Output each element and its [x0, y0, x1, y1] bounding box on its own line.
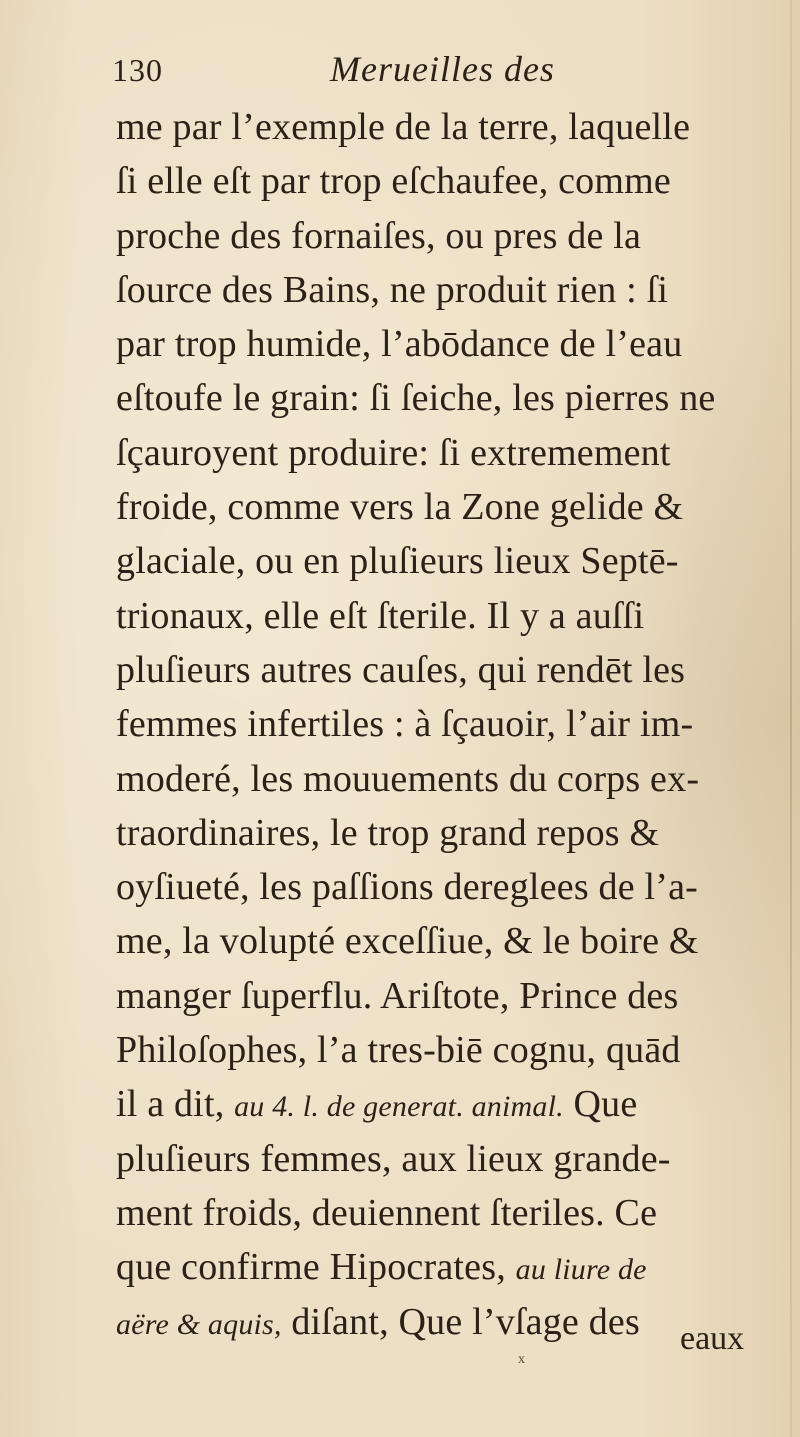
page-header: [112, 48, 762, 96]
text-line: me par l’exemple de la terre, laquelle: [116, 106, 691, 148]
text-line: proche des fornaiſes, ou pres de la: [116, 214, 642, 257]
text-line: ſource des Bains, ne produit rien : ſi: [116, 268, 669, 311]
citation: aëre & aquis,: [116, 1307, 282, 1341]
text-line: femmes infertiles : à ſçauoir, l’air im-: [116, 703, 694, 746]
text-line: pluſieurs femmes, aux lieux grande-: [116, 1137, 671, 1180]
text-line: oyſiueté, les paſſions dereglees de l’a-: [116, 866, 699, 909]
text-line: eſtoufe le grain: ſi ſeiche, les pierres ne: [116, 377, 716, 420]
text-line: il a dit, au 4. l. de generat. animal. Que: [116, 1083, 638, 1126]
text-line: que confirme Hipocrates, au liure de: [116, 1246, 647, 1289]
running-head: Merueilles des: [330, 49, 555, 89]
citation: au liure de: [515, 1253, 647, 1287]
text-line: pluſieurs autres cauſes, qui rendēt les: [116, 648, 686, 691]
catchword: eaux: [680, 1320, 745, 1357]
text-line: Philoſophes, l’a tres-biē cognu, quād: [116, 1029, 681, 1072]
text-line: par trop humide, l’abōdance de l’eau: [116, 323, 683, 366]
text-line: glaciale, ou en pluſieurs lieux Septē-: [116, 540, 679, 583]
text-line: froide, comme vers la Zone gelide &: [116, 486, 684, 529]
text-line: aëre & aquis, diſant, Que l’vſage des: [116, 1300, 640, 1343]
text-line: ment froids, deuiennent ſteriles. Ce: [116, 1191, 658, 1234]
page-number: 130: [112, 52, 163, 88]
text-line: manger ſuperflu. Ariſtote, Prince des: [116, 974, 679, 1017]
citation: au 4. l. de generat. animal.: [234, 1090, 564, 1124]
text-line: ſi elle eſt par trop eſchaufee, comme: [116, 160, 671, 203]
text-line: me, la volupté exceſſiue, & le boire &: [116, 920, 699, 963]
text-line: ſçauroyent produire: ſi extremement: [116, 431, 671, 474]
text-line: trionaux, elle eſt ſterile. Il y a auſſi: [116, 594, 645, 637]
text-line: traordinaires, le trop grand repos &: [116, 811, 660, 854]
body-text: [116, 100, 776, 1349]
signature-mark: x: [518, 1352, 525, 1367]
page-edge-shadow: [790, 0, 792, 1437]
text-line: moderé, les mouuements du corps ex-: [116, 757, 700, 800]
